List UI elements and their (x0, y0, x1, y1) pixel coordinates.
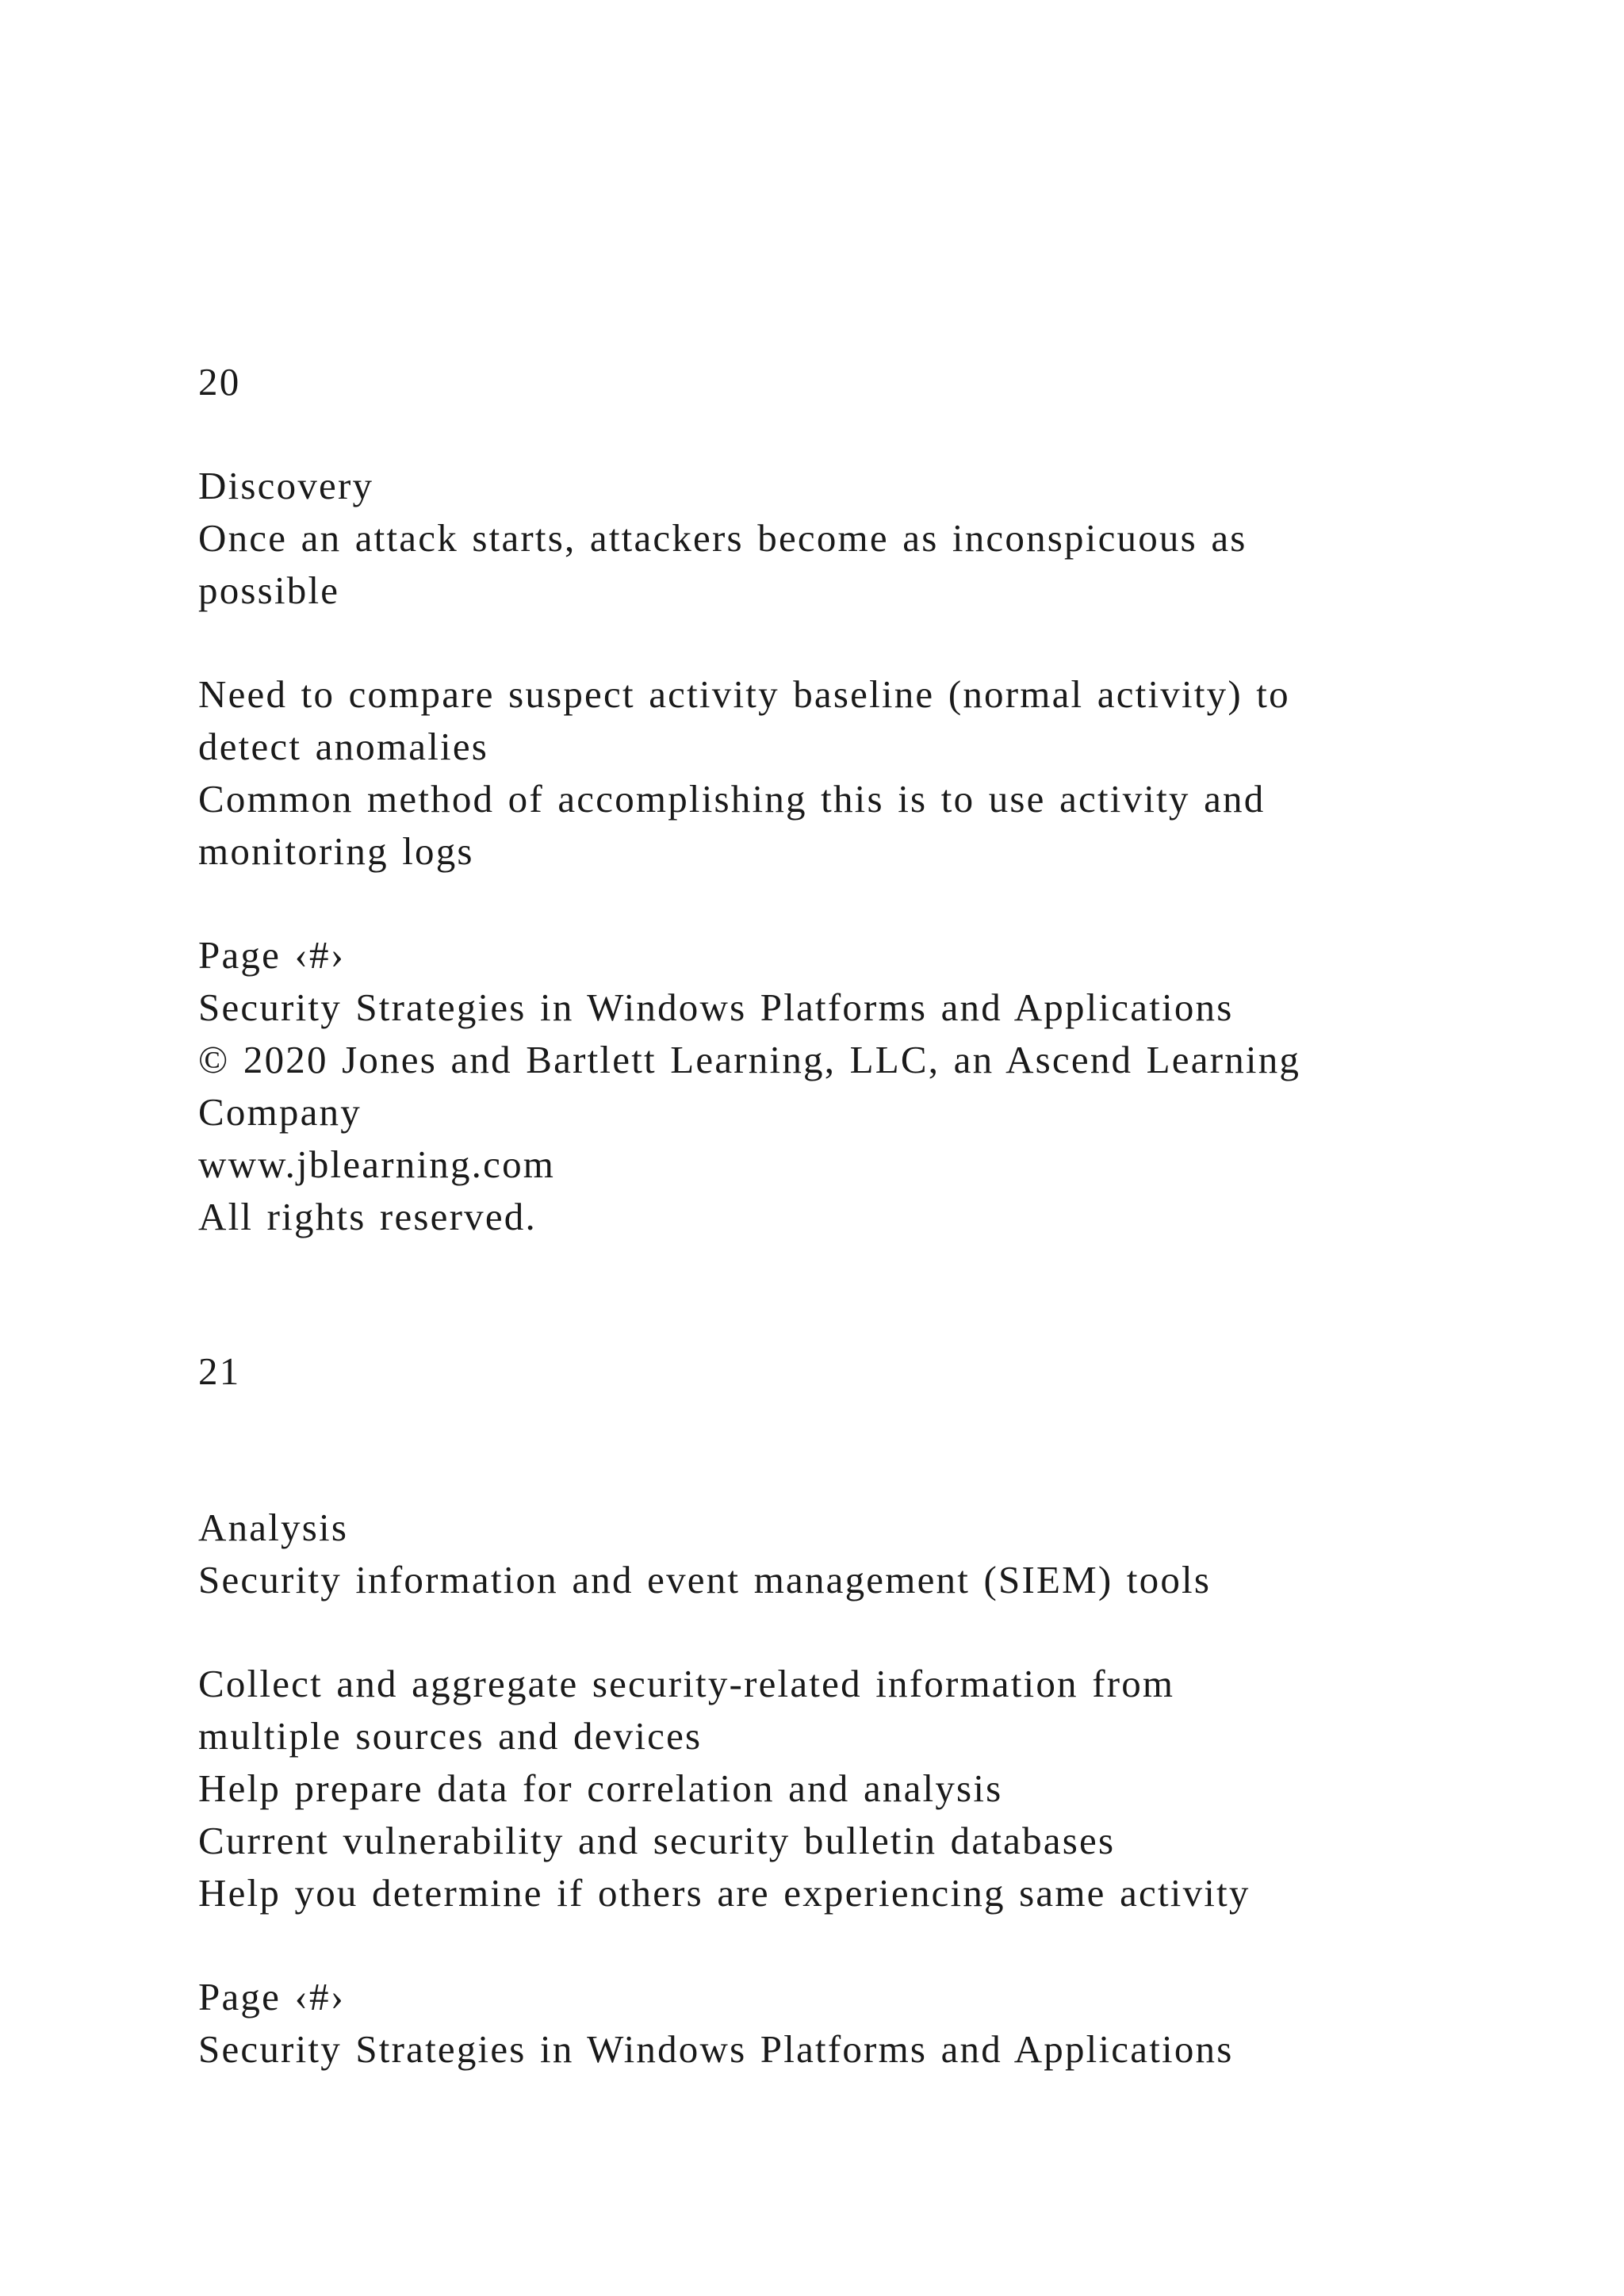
slide-number: 21 (198, 1349, 241, 1393)
body-text-line: monitoring logs (198, 829, 474, 873)
body-text-line: Once an attack starts, attackers become as inconspicuous as (198, 516, 1247, 560)
body-text-line: Common method of accomplishing this is to use activity and (198, 777, 1266, 821)
slide-title: Discovery (198, 464, 374, 507)
body-text-line: Help you determine if others are experiencing same activity (198, 1871, 1251, 1915)
footer-copyright: © 2020 Jones and Bartlett Learning, LLC, an Ascend Learning (198, 1038, 1301, 1081)
footer-rights: All rights reserved. (198, 1195, 537, 1238)
page-placeholder: Page ‹#› (198, 933, 346, 977)
body-text-line: multiple sources and devices (198, 1714, 703, 1758)
page-placeholder: Page ‹#› (198, 1975, 346, 2019)
slide-number: 20 (198, 360, 241, 404)
body-text-line: Current vulnerability and security bulletin databases (198, 1819, 1116, 1862)
body-text-line: Collect and aggregate security-related information from (198, 1662, 1175, 1705)
body-text-line: possible (198, 568, 340, 612)
footer-course-title: Security Strategies in Windows Platforms and Applications (198, 985, 1234, 1029)
footer-copyright: Company (198, 1090, 362, 1134)
body-text-line: Help prepare data for correlation and analysis (198, 1766, 1003, 1810)
body-text-line: detect anomalies (198, 725, 489, 768)
footer-course-title: Security Strategies in Windows Platforms and Applications (198, 2027, 1234, 2071)
body-text-line: Need to compare suspect activity baseline (normal activity) to (198, 672, 1290, 716)
slide-title: Analysis (198, 1506, 349, 1549)
footer-website: www.jblearning.com (198, 1142, 556, 1186)
body-text-line: Security information and event management (SIEM) tools (198, 1558, 1212, 1601)
